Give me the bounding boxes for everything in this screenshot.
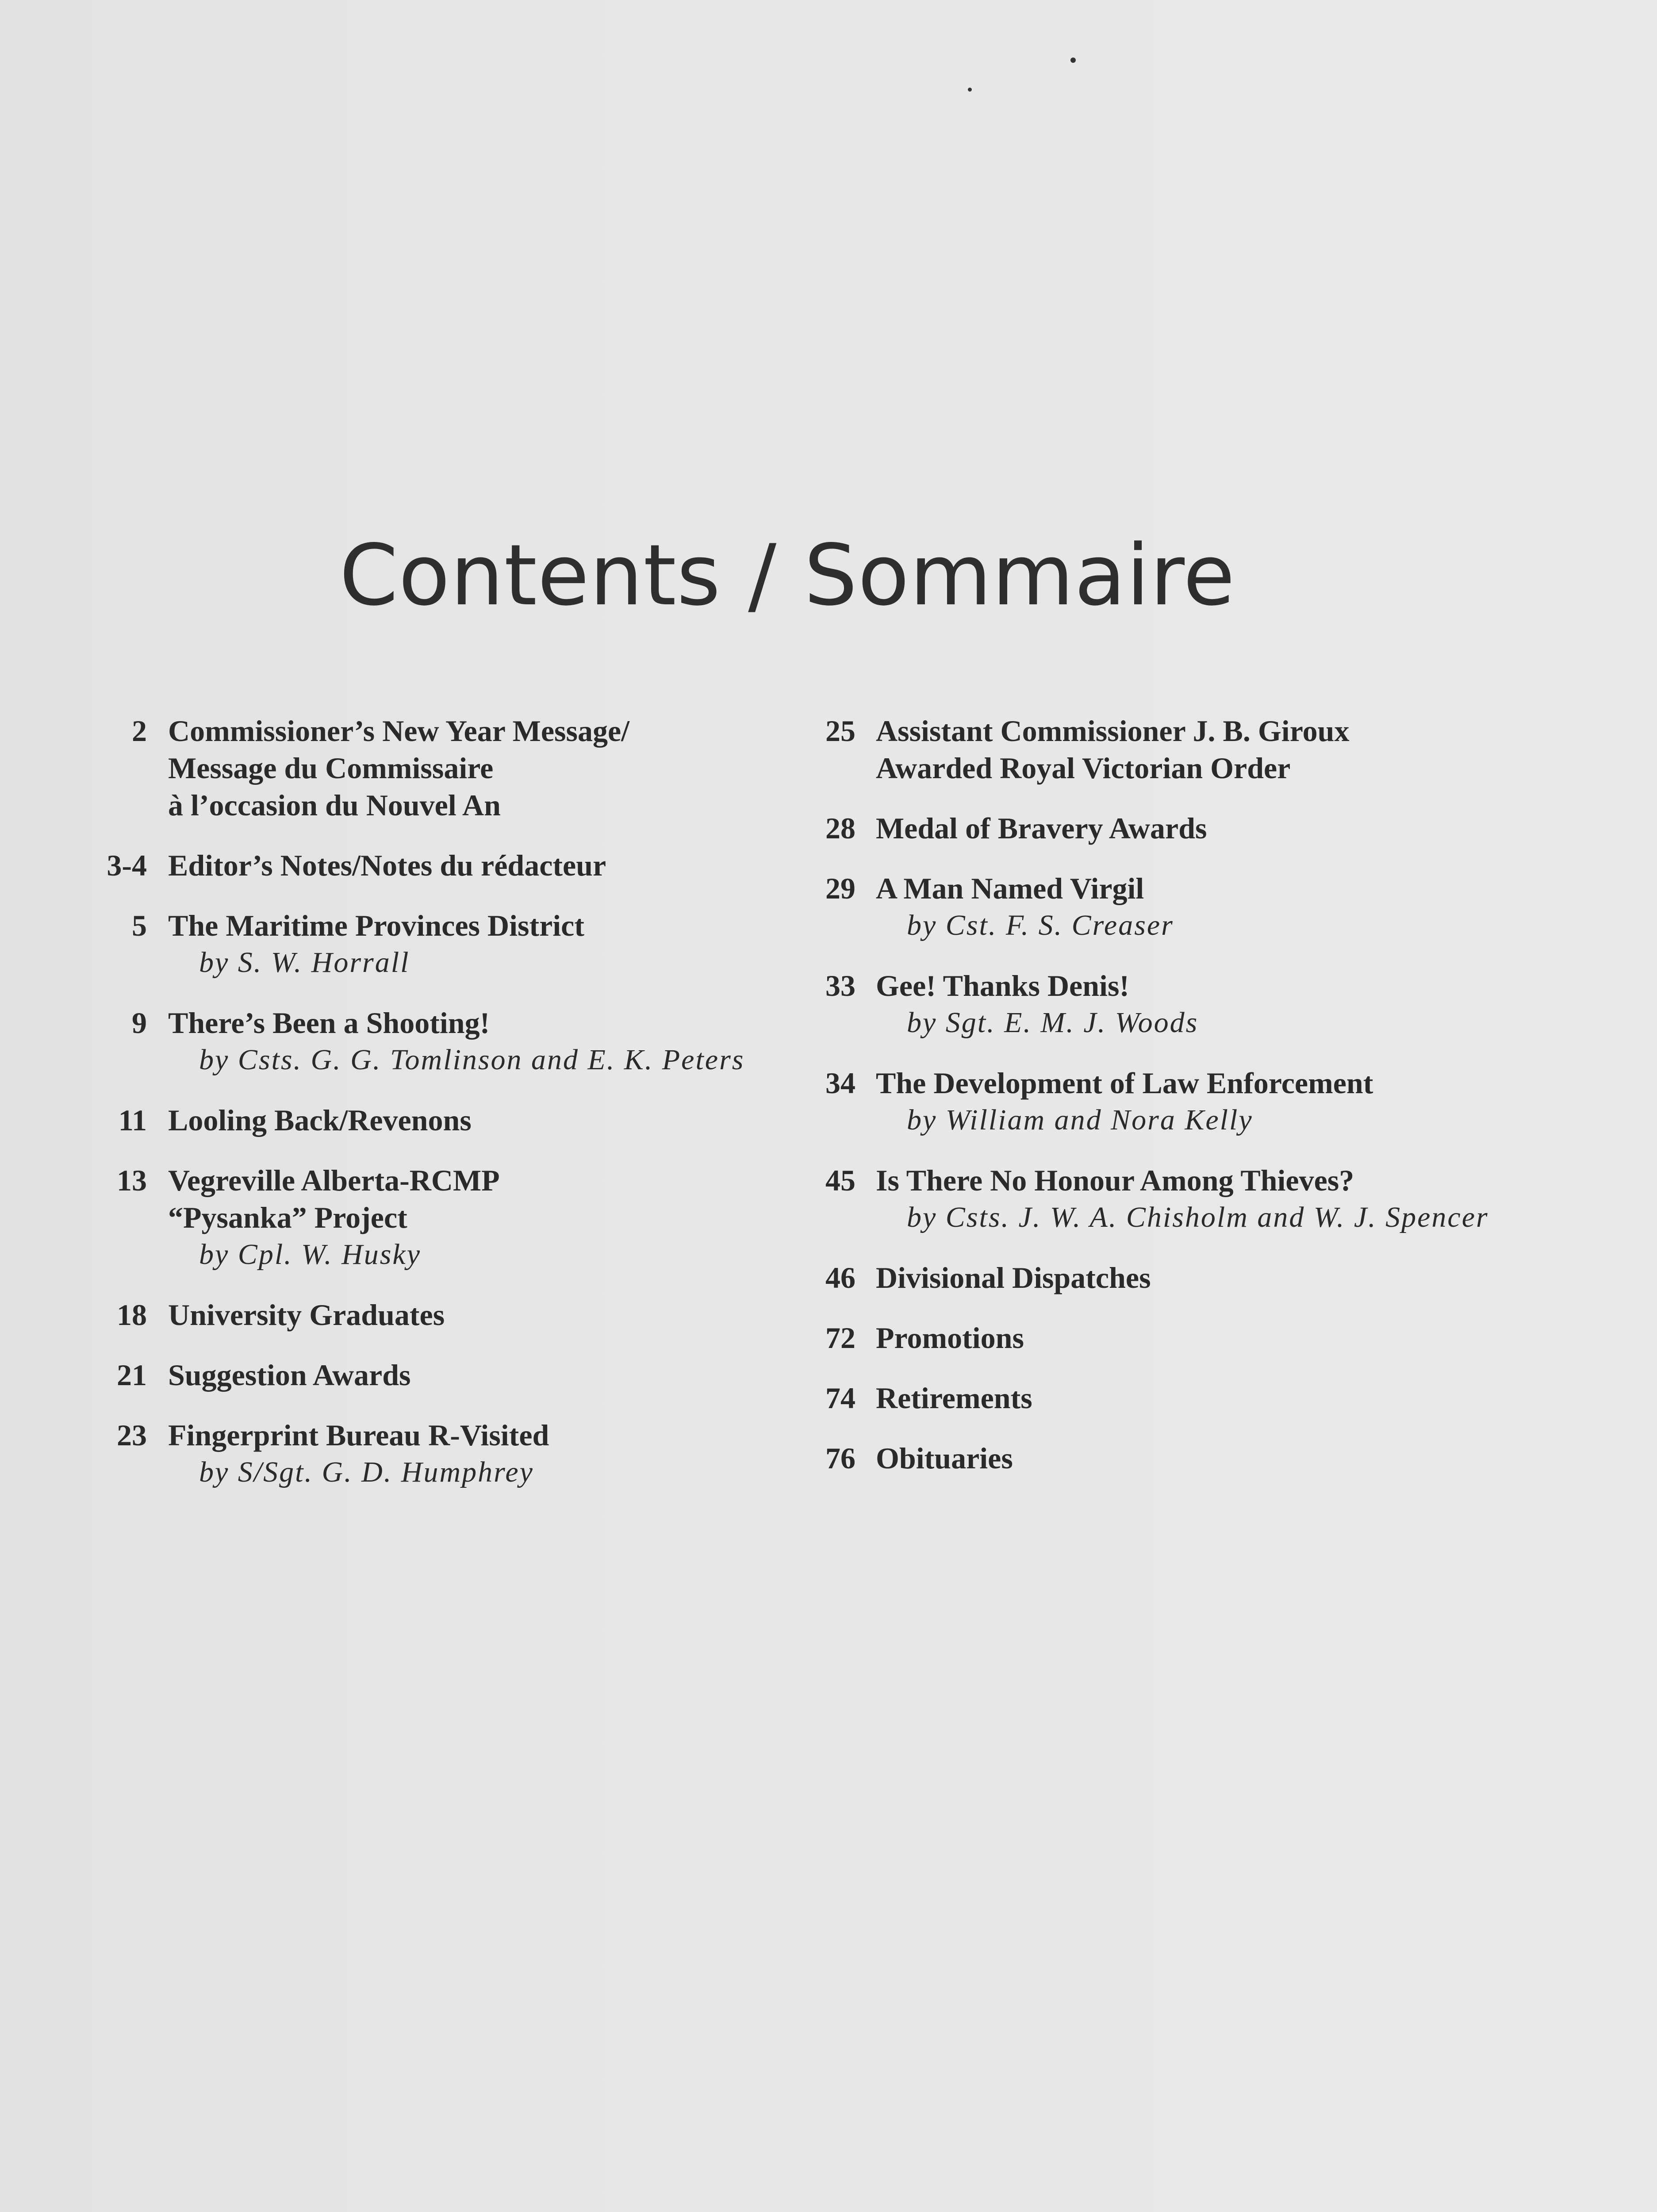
entry-byline: by S/Sgt. G. D. Humphrey: [199, 1456, 534, 1488]
entry-body: [876, 967, 1504, 1041]
contents-entry: [787, 1379, 1504, 1417]
contents-entry: [787, 810, 1504, 847]
entry-byline: by S. W. Horrall: [199, 946, 410, 979]
entry-body: [168, 847, 779, 884]
contents-entry: [71, 847, 779, 884]
entry-title: The Development of Law Enforcement: [876, 1066, 1373, 1100]
contents-entry: [787, 1259, 1504, 1296]
entry-page-number: 28: [825, 811, 855, 845]
entry-title: Fingerprint Bureau R-Visited: [168, 1418, 549, 1452]
entry-body: [876, 1440, 1504, 1477]
entry-byline: by Csts. G. G. Tomlinson and E. K. Peters: [199, 1044, 745, 1076]
entry-page-number: 29: [825, 872, 855, 905]
entry-byline: by Csts. J. W. A. Chisholm and W. J. Spencer: [907, 1201, 1489, 1233]
entry-byline: by Cst. F. S. Creaser: [907, 909, 1174, 941]
entry-body: [168, 1004, 779, 1079]
entry-page-number: 33: [825, 969, 855, 1002]
contents-entry: [787, 1319, 1504, 1356]
contents-entry: [71, 1417, 779, 1491]
entry-page-number: 9: [132, 1006, 147, 1040]
entry-byline: by William and Nora Kelly: [907, 1104, 1253, 1136]
contents-entry: [71, 1162, 779, 1273]
entry-title: Editor’s Notes/Notes du rédacteur: [168, 849, 606, 882]
entry-title: Suggestion Awards: [168, 1358, 411, 1392]
contents-column-left: [71, 712, 779, 1514]
entry-page-number: 18: [117, 1298, 147, 1332]
entry-page-number: 46: [825, 1261, 855, 1294]
entry-page-number: 72: [825, 1321, 855, 1355]
entry-page-number: 2: [132, 714, 147, 748]
entry-page-number: 45: [825, 1164, 855, 1197]
contents-entry: [787, 967, 1504, 1041]
entry-title: Assistant Commissioner J. B. Giroux Awarded Royal Victorian Order: [876, 714, 1350, 785]
entry-page-number: 74: [825, 1381, 855, 1415]
contents-entry: [787, 712, 1504, 787]
entry-title: Obituaries: [876, 1441, 1013, 1475]
print-speck: [968, 88, 972, 92]
entry-body: [876, 1319, 1504, 1356]
entry-body: [168, 712, 779, 824]
entry-body: [876, 1162, 1504, 1236]
entry-page-number: 25: [825, 714, 855, 748]
entry-byline: by Cpl. W. Husky: [199, 1238, 422, 1271]
entry-body: [876, 712, 1504, 787]
entry-body: [876, 1064, 1504, 1139]
entry-body: [876, 870, 1504, 944]
entry-page-number: 13: [117, 1164, 147, 1197]
entry-page-number: 5: [132, 909, 147, 942]
contents-entry: [71, 1004, 779, 1079]
page-title: Contents / Sommaire: [339, 526, 1235, 624]
entry-page-number: 76: [825, 1441, 855, 1475]
entry-body: [168, 1162, 779, 1273]
contents-entry: [787, 1440, 1504, 1477]
contents-entry: [71, 1296, 779, 1333]
contents-entry: [71, 907, 779, 981]
entry-body: [168, 1296, 779, 1333]
entry-body: [168, 1102, 779, 1139]
entry-title: Vegreville Alberta-RCMP “Pysanka” Project: [168, 1164, 500, 1234]
entry-body: [168, 1417, 779, 1491]
contents-entry: [787, 1162, 1504, 1236]
entry-page-number: 21: [117, 1358, 147, 1392]
entry-body: [168, 1356, 779, 1394]
contents-entry: [71, 712, 779, 824]
contents-entry: [71, 1102, 779, 1139]
entry-page-number: 23: [117, 1418, 147, 1452]
entry-title: Gee! Thanks Denis!: [876, 969, 1130, 1002]
entry-title: Divisional Dispatches: [876, 1261, 1151, 1294]
entry-body: [168, 907, 779, 981]
entry-title: Looling Back/Revenons: [168, 1103, 472, 1137]
entry-page-number: 11: [118, 1103, 147, 1137]
entry-page-number: 3-4: [107, 849, 147, 882]
contents-entry: [787, 870, 1504, 944]
entry-title: Medal of Bravery Awards: [876, 811, 1207, 845]
print-speck: [1070, 58, 1076, 63]
entry-body: [876, 1379, 1504, 1417]
entry-title: A Man Named Virgil: [876, 872, 1144, 905]
entry-title: Commissioner’s New Year Message/ Message du Commissaire à l’occasion du Nouvel An: [168, 714, 630, 822]
contents-column-right: [787, 712, 1504, 1500]
entry-title: There’s Been a Shooting!: [168, 1006, 490, 1040]
contents-entry: [787, 1064, 1504, 1139]
entry-title: University Graduates: [168, 1298, 445, 1332]
entry-title: Retirements: [876, 1381, 1032, 1415]
contents-entry: [71, 1356, 779, 1394]
entry-body: [876, 810, 1504, 847]
entry-byline: by Sgt. E. M. J. Woods: [907, 1006, 1199, 1039]
entry-title: Is There No Honour Among Thieves?: [876, 1164, 1354, 1197]
entry-page-number: 34: [825, 1066, 855, 1100]
entry-title: Promotions: [876, 1321, 1024, 1355]
entry-body: [876, 1259, 1504, 1296]
entry-title: The Maritime Provinces District: [168, 909, 585, 942]
